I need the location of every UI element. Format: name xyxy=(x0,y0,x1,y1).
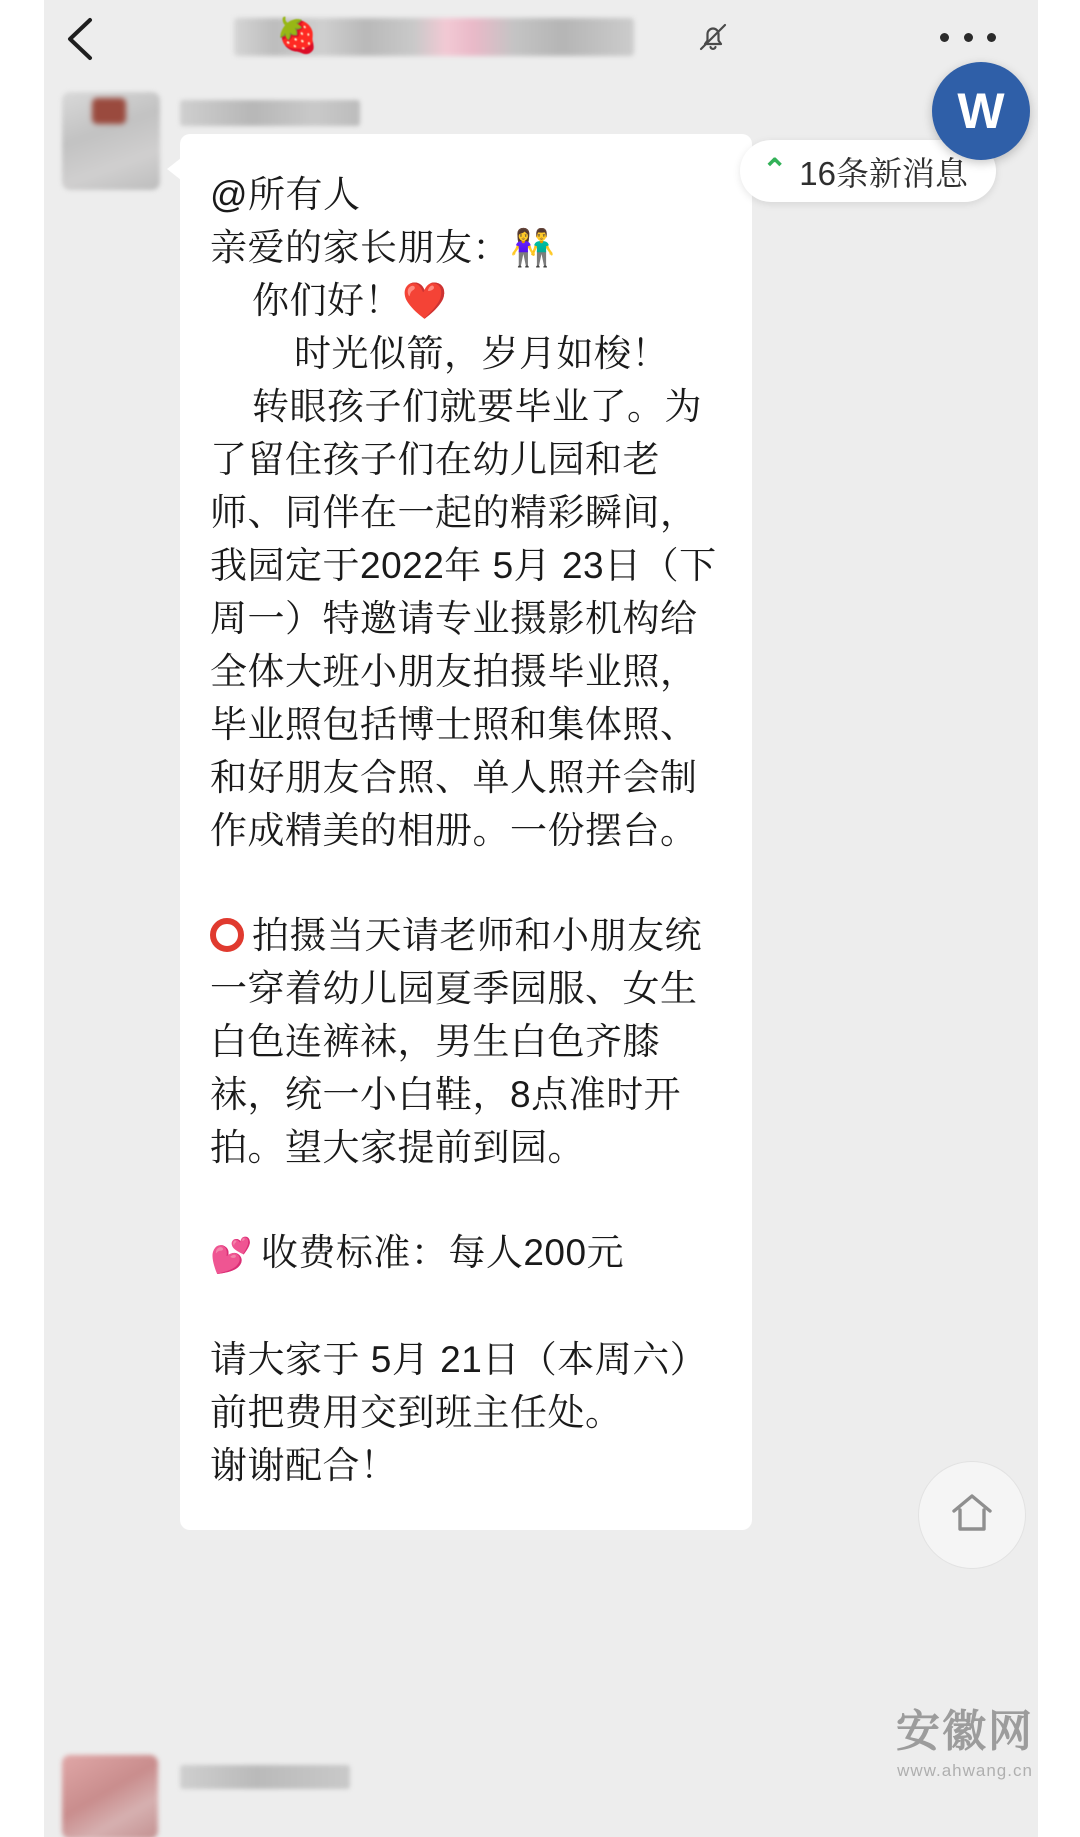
fee-value: 每人200元 xyxy=(448,1232,625,1273)
page-gutter-left xyxy=(0,0,44,1837)
greeting-hello-line xyxy=(210,274,722,327)
paragraph-two-line xyxy=(210,909,722,1174)
avatar[interactable] xyxy=(62,1755,158,1837)
chat-message-list[interactable] xyxy=(44,0,1038,1837)
fee-label: 收费标准： xyxy=(260,1232,449,1273)
paragraph-spacer xyxy=(210,857,722,909)
paragraph-two: 拍摄当天请老师和小朋友统一穿着幼儿园夏季园服、女生白色连裤袜，男生白色齐膝袜，统一小白鞋，8点准时开拍。望大家提前到园。 xyxy=(210,915,702,1168)
chevron-up-icon: ⌃ xyxy=(762,154,788,187)
more-options-icon[interactable] xyxy=(940,20,996,54)
next-message-row[interactable] xyxy=(44,1741,1038,1837)
deadline-spacer xyxy=(210,1283,722,1333)
bell-muted-icon[interactable] xyxy=(694,18,732,56)
watermark xyxy=(896,1695,1034,1781)
strawberry-icon: 🍓 xyxy=(276,17,319,55)
red-circle-icon xyxy=(210,918,244,952)
mention-all-text: @所有人 xyxy=(210,174,361,215)
sender-name-redacted xyxy=(180,100,360,126)
page-gutter-right xyxy=(1038,0,1080,1837)
avatar[interactable] xyxy=(62,92,160,190)
paragraph-three: 请大家于 5月 21日（本周六）前把费用交到班主任处。 xyxy=(210,1339,708,1433)
message-bubble[interactable] xyxy=(180,134,752,1530)
new-messages-label: 16条新消息 xyxy=(799,154,968,192)
two-hearts-icon: 💕 xyxy=(210,1237,253,1275)
home-floating-button[interactable] xyxy=(918,1461,1026,1569)
sender-name-redacted xyxy=(180,1765,350,1789)
thanks-text: 谢谢配合！ xyxy=(210,1445,398,1486)
greeting-hello-text: 你们好！ xyxy=(252,280,402,321)
chat-header xyxy=(44,0,1038,82)
assistant-floating-button[interactable]: W xyxy=(932,62,1030,160)
watermark-url: www.ahwang.cn xyxy=(897,1761,1033,1780)
paragraph-one: 转眼孩子们就要毕业了。为了留住孩子们在幼儿园和老师、同伴在一起的精彩瞬间，我园定于2022年 5月 23日（下周一）特邀请专业摄影机构给全体大班小朋友拍摄毕业照，毕业照包括博士照和集体照、和好朋友合照、单人照并会制作成精美的相册。一份摆台。 xyxy=(210,386,717,851)
home-icon xyxy=(944,1485,1000,1546)
greeting-title-text: 亲爱的家长朋友： xyxy=(210,227,510,268)
greeting-title-line xyxy=(210,221,722,274)
heart-icon: ❤️ xyxy=(402,280,448,321)
time-flies-text: 时光似箭，岁月如梭！ xyxy=(294,333,669,374)
back-icon[interactable] xyxy=(62,14,102,64)
fee-spacer xyxy=(210,1174,722,1226)
fee-line xyxy=(210,1226,722,1283)
watermark-title: 安徽网 xyxy=(896,1706,1034,1757)
couple-icon: 👫 xyxy=(510,227,556,268)
